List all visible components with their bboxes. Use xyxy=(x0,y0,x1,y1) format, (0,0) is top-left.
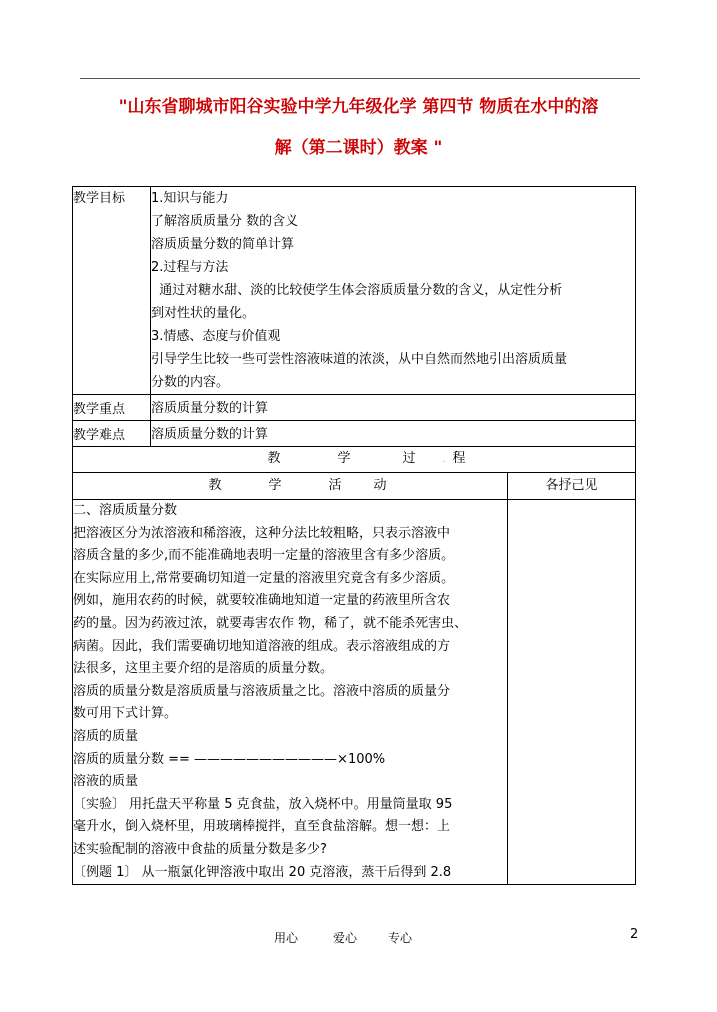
difficulty-label: 教学难点 xyxy=(73,421,151,447)
formula-line: 溶质的质量分数 == ———————————×100% xyxy=(73,751,386,767)
content-line: 溶质的质量分数是溶质质量与溶液质量之比。溶液中溶质的质量分 xyxy=(73,683,451,699)
goal-line: 1.知识与能力 xyxy=(151,191,229,206)
content-line: 药的量。因为药液过浓，就要毒害农作 物，稀了，就不能杀死害虫、 xyxy=(73,615,468,631)
footer-motto: 专心 xyxy=(388,931,413,945)
content-line: 〔例题 1〕 从一瓶氯化钾溶液中取出 20 克溶液，蒸干后得到 2.8 xyxy=(73,864,452,880)
activity-header-char: 动 xyxy=(373,478,387,493)
goal-line: 到对性状的量化。 xyxy=(151,306,256,321)
difficulty-value: 溶质质量分数的计算 xyxy=(151,421,636,447)
column-header-row xyxy=(73,473,636,500)
content-line: 二、溶质质量分数 xyxy=(73,503,178,518)
difficulty-row xyxy=(73,421,636,447)
content-line: 毫升水，倒入烧杯里，用玻璃棒搅拌，直至食盐溶解。想一想：上 xyxy=(73,819,451,835)
footer-motto: 用心 xyxy=(274,931,299,945)
lesson-plan-table xyxy=(72,186,636,885)
content-line: 例如，施用农药的时候，就要较准确地知道一定量的药液里所含农 xyxy=(73,593,451,609)
formula-numerator: 溶质的质量 xyxy=(73,728,139,744)
notes-header: 各抒己见 xyxy=(508,473,636,500)
process-char: 程 xyxy=(452,451,466,466)
goal-line: 分数的内容。 xyxy=(151,375,230,390)
activity-header-char: 学 xyxy=(268,478,282,493)
process-char: 学 xyxy=(337,451,351,466)
content-line: 溶质含量的多少,而不能准确地表明一定量的溶液里含有多少溶质。 xyxy=(73,548,455,564)
key-point-row xyxy=(73,395,636,421)
process-char: 过 xyxy=(402,451,416,466)
goal-line: 3.情感、态度与价值观 xyxy=(151,329,281,344)
process-row xyxy=(73,447,636,473)
content-line: 〔实验〕 用托盘天平称量 5 克食盐，放入烧杯中。用量筒量取 95 xyxy=(73,796,453,812)
content-line: 把溶液区分为浓溶液和稀溶液，这种分法比较粗略，只表示溶液中 xyxy=(73,525,451,541)
header-rule xyxy=(80,78,640,79)
activity-content xyxy=(73,500,508,885)
goal-line: 通过对糖水甜、淡的比较使学生体会溶质质量分数的含义，从定性分析 xyxy=(151,283,563,298)
goals-content xyxy=(151,187,636,395)
content-line: 数可用下式计算。 xyxy=(73,706,178,722)
footer-motto: 爱心 xyxy=(333,931,358,945)
goal-line: 引导学生比较一些可尝性溶液味道的浓淡，从中自然而然地引出溶质质量 xyxy=(151,352,568,367)
page-number: 2 xyxy=(630,927,639,942)
process-mark: . xyxy=(442,454,446,465)
notes-cell xyxy=(508,500,636,885)
process-heading xyxy=(73,447,636,473)
formula-denominator: 溶液的质量 xyxy=(73,774,139,790)
process-char: 教 xyxy=(267,451,281,466)
goal-line: 了解溶质质量分 数的含义 xyxy=(151,214,299,229)
goals-label: 教学目标 xyxy=(73,187,151,395)
goals-row xyxy=(73,187,636,395)
content-line: 法很多，这里主要介绍的是溶质的质量分数。 xyxy=(73,661,334,677)
activity-header xyxy=(73,473,508,500)
activity-header-char: 活 xyxy=(328,478,342,493)
content-line: 病菌。因此，我们需要确切地知道溶液的组成。表示溶液组成的方 xyxy=(73,638,451,654)
content-line: 述实验配制的溶液中食盐的质量分数是多少? xyxy=(73,841,327,857)
document-title-line-2: 解（第二课时）教案 " xyxy=(274,138,443,158)
content-line: 在实际应用上,常常要确切知道一定量的溶液里究竟含有多少溶质。 xyxy=(73,570,455,586)
key-point-value: 溶质质量分数的计算 xyxy=(151,395,636,421)
activity-header-char: 教 xyxy=(208,478,222,493)
content-row xyxy=(73,500,636,885)
key-point-label: 教学重点 xyxy=(73,395,151,421)
goal-line: 溶质质量分数的简单计算 xyxy=(151,237,295,252)
document-title-line-1: "山东省聊城市阳谷实验中学九年级化学 第四节 物质在水中的溶 xyxy=(118,97,599,117)
goal-line: 2.过程与方法 xyxy=(151,260,229,275)
